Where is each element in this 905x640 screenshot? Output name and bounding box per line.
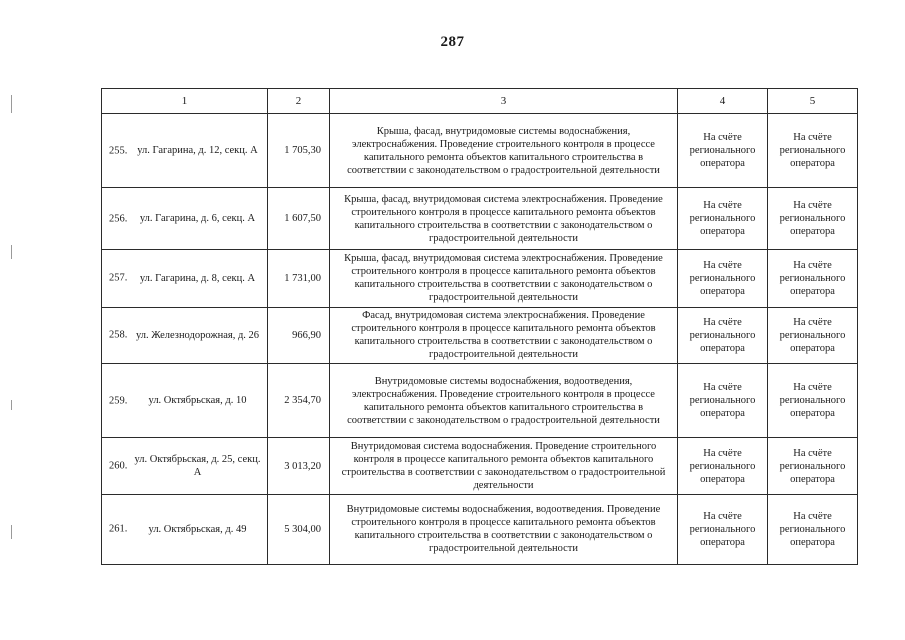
address: ул. Гагарина, д. 8, секц. А	[139, 272, 256, 284]
address-cell	[102, 364, 268, 438]
works-cell: Внутридомовые системы водоснабжения, водоотведения. Проведение строительного контроля в процессе капитального ремонта объектов капитального строительства в соответствии с законодательством о градостроительной деятельности	[330, 494, 678, 564]
column-4-cell: На счёте регионального оператора	[678, 188, 768, 249]
address: ул. Октябрьская, д. 10	[148, 395, 247, 407]
address-cell	[102, 438, 268, 494]
works-cell: Фасад, внутридомовая система электроснабжения. Проведение строительного контроля в процессе капитального ремонта объектов капитального строительства в соответствии с законодательством о градостроительной деятельности	[330, 307, 678, 363]
repair-schedule-table	[101, 88, 858, 565]
column-header: 1	[102, 89, 268, 114]
column-5-cell: На счёте регионального оператора	[768, 494, 858, 564]
row-number: 261.	[109, 523, 128, 535]
address: ул. Гагарина, д. 12, секц. А	[137, 145, 258, 157]
row-number: 256.	[109, 213, 128, 225]
row-number: 259.	[109, 395, 128, 407]
works-cell: Крыша, фасад, внутридомовая система электроснабжения. Проведение строительного контроля в процессе капитального ремонта объектов капитального строительства в соответствии с законодательством о градостроительной деятельности	[330, 188, 678, 249]
area-cell: 1 731,00	[268, 249, 330, 307]
area-cell: 5 304,00	[268, 494, 330, 564]
table-row	[102, 188, 858, 249]
table-row	[102, 114, 858, 188]
table-row	[102, 494, 858, 564]
column-header: 5	[768, 89, 858, 114]
address-cell	[102, 249, 268, 307]
row-number: 257.	[109, 272, 128, 284]
works-cell: Внутридомовая система водоснабжения. Проведение строительного контроля в процессе капитального ремонта объектов капитального строительства в соответствии с законодательством о градостроительной деятельности	[330, 438, 678, 494]
works-cell: Крыша, фасад, внутридомовая система электроснабжения. Проведение строительного контроля в процессе капитального ремонта объектов капитального строительства в соответствии с законодательством о градостроительной деятельности	[330, 249, 678, 307]
row-number: 255.	[109, 145, 128, 157]
column-4-cell: На счёте регионального оператора	[678, 438, 768, 494]
address-cell	[102, 494, 268, 564]
address-cell	[102, 307, 268, 363]
column-5-cell: На счёте регионального оператора	[768, 364, 858, 438]
area-cell: 966,90	[268, 307, 330, 363]
column-4-cell: На счёте регионального оператора	[678, 114, 768, 188]
address: ул. Октябрьская, д. 49	[148, 523, 247, 535]
column-5-cell: На счёте регионального оператора	[768, 114, 858, 188]
margin-mark	[11, 245, 12, 259]
address: ул. Гагарина, д. 6, секц. А	[139, 213, 256, 225]
column-4-cell: На счёте регионального оператора	[678, 307, 768, 363]
column-4-cell: На счёте регионального оператора	[678, 249, 768, 307]
column-header: 2	[268, 89, 330, 114]
column-4-cell: На счёте регионального оператора	[678, 364, 768, 438]
page-number: 287	[440, 34, 465, 50]
table-row	[102, 307, 858, 363]
address: ул. Октябрьская, д. 25, секц. А	[134, 454, 261, 479]
column-header: 3	[330, 89, 678, 114]
table-row	[102, 364, 858, 438]
margin-mark	[11, 525, 12, 539]
header-row	[102, 89, 858, 114]
column-header: 4	[678, 89, 768, 114]
column-5-cell: На счёте регионального оператора	[768, 438, 858, 494]
column-5-cell: На счёте регионального оператора	[768, 249, 858, 307]
area-cell: 1 607,50	[268, 188, 330, 249]
works-cell: Внутридомовые системы водоснабжения, водоотведения, электроснабжения. Проведение строительного контроля в процессе капитального ремонта объектов капитального строительства в соответствии с законодательством о градостроительной деятельности	[330, 364, 678, 438]
address-cell	[102, 188, 268, 249]
margin-mark	[11, 95, 12, 113]
table-row	[102, 249, 858, 307]
row-number: 260.	[109, 460, 128, 472]
area-cell: 2 354,70	[268, 364, 330, 438]
row-number: 258.	[109, 329, 128, 341]
column-4-cell: На счёте регионального оператора	[678, 494, 768, 564]
address-cell	[102, 114, 268, 188]
area-cell: 3 013,20	[268, 438, 330, 494]
address: ул. Железнодорожная, д. 26	[135, 329, 260, 341]
area-cell: 1 705,30	[268, 114, 330, 188]
column-5-cell: На счёте регионального оператора	[768, 188, 858, 249]
works-cell: Крыша, фасад, внутридомовые системы водоснабжения, электроснабжения. Проведение строительного контроля в процессе капитального ремонта объектов капитального строительства в соответствии с законодательством о градостроительной деятельности	[330, 114, 678, 188]
margin-mark	[11, 400, 12, 410]
table-row	[102, 438, 858, 494]
column-5-cell: На счёте регионального оператора	[768, 307, 858, 363]
